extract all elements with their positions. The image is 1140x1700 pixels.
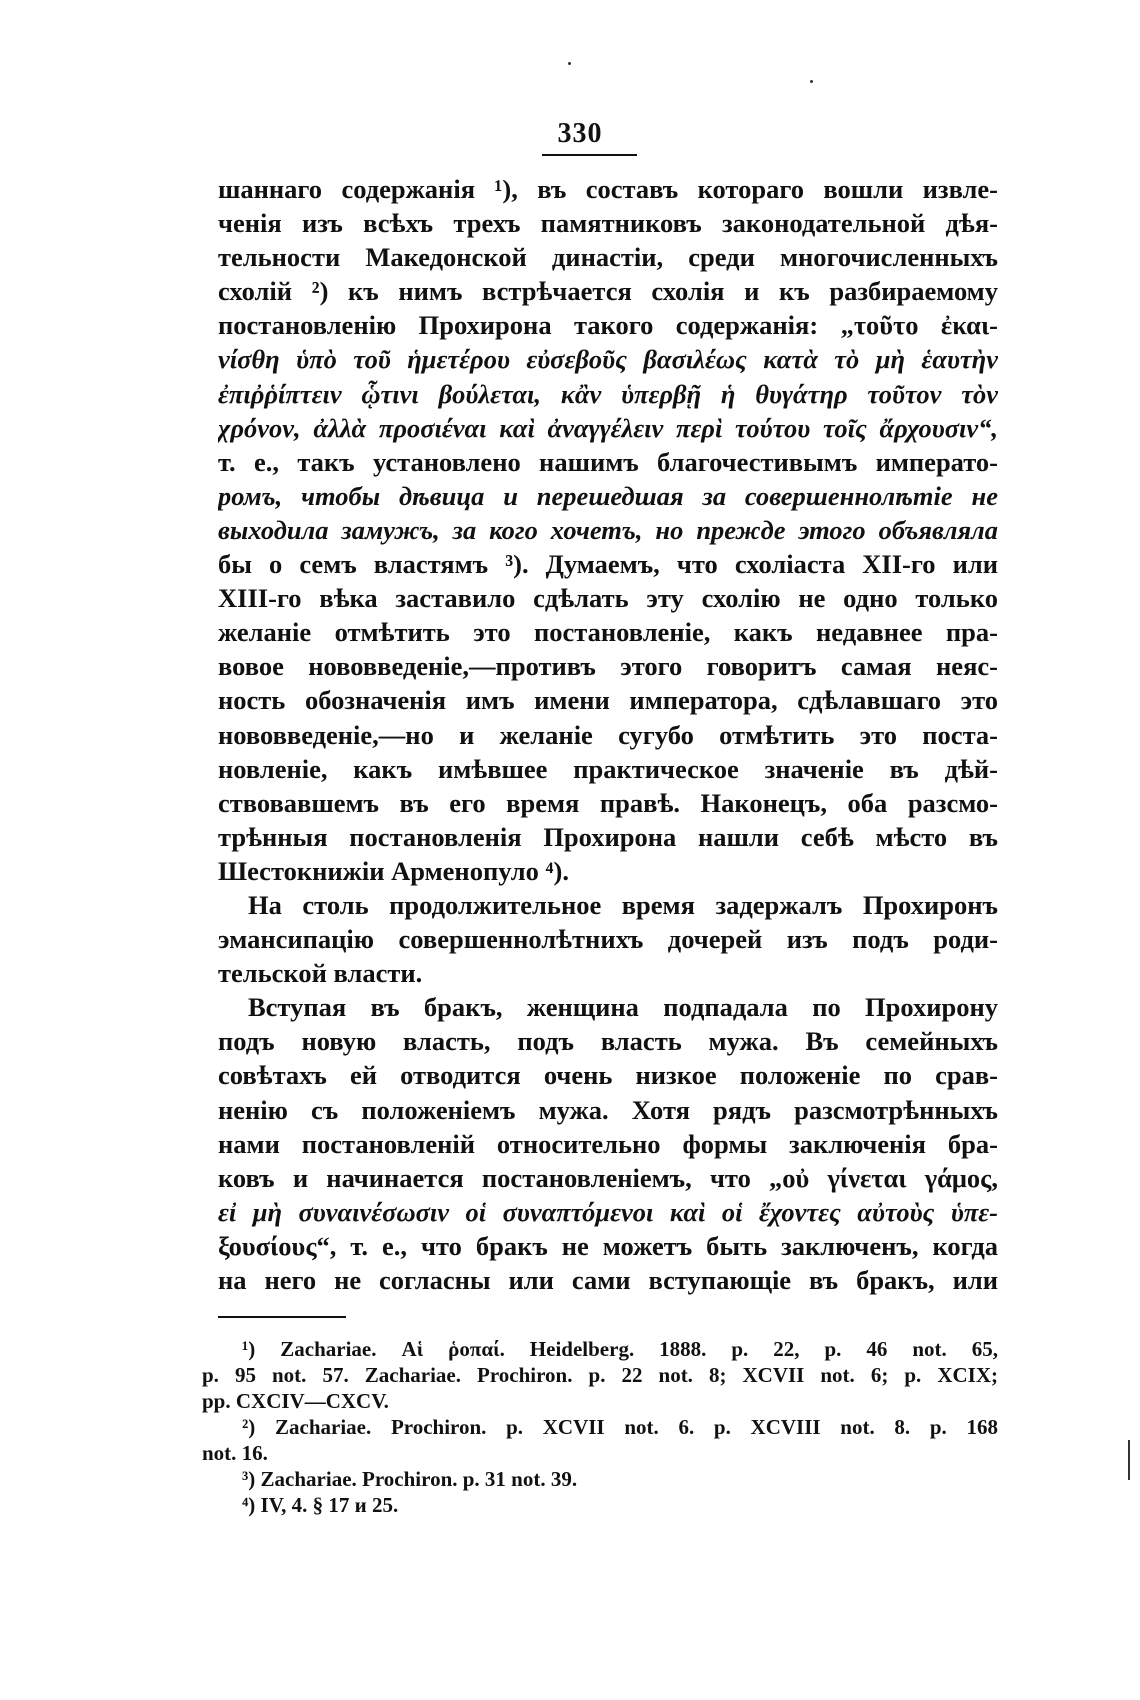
page-number: 330 [557,118,603,149]
text-line: постановленію Прохирона такого содержанія: „τοῦτο ἐκαι- [218,310,998,341]
text-line: нами постановленій относительно формы заключенія бра- [218,1128,998,1159]
text-line: тельности Македонской династіи, среди многочисленныхъ [218,242,998,273]
greek-quote-line: εἰ μὴ συναινέσωσιν οἱ συναπτόμενοι καὶ οἱ ἔχοντες αὐτοὺς ὑπε- [218,1196,998,1227]
text-line: Шестокнижіи Арменопуло ⁴). [218,855,569,886]
text-line: желаніе отмѣтить это постановленіе, какъ недавнее пра- [218,617,998,648]
footnote-line: not. 16. [202,1441,268,1465]
body-text [218,172,998,1297]
footnote-line: p. 95 not. 57. Zachariae. Prochiron. p. 22 not. 8; XCVII not. 6; p. XCIX; [202,1363,998,1387]
text-line: вовое нововведеніе,—противъ этого говоритъ самая неяс- [218,651,998,682]
paragraph-start-line: На столь продолжительное время задержалъ Прохиронъ [248,889,998,920]
text-line: XIII-го вѣка заставило сдѣлать эту схолію не одно только [218,583,998,614]
text-line: новленіе, какъ имѣвшее практическое значеніе въ дѣй- [218,753,998,784]
text-line: ченія изъ всѣхъ трехъ памятниковъ законодательной дѣя- [218,208,998,239]
italic-text-line: выходила замужъ, за кого хочетъ, но прежде этого объявляла [218,514,998,545]
footnote-line: ¹) Zachariae. Αἱ ῥοπαί. Heidelberg. 1888. p. 22, p. 46 not. 65, [242,1337,998,1361]
text-line: ненію съ положеніемъ мужа. Хотя рядъ разсмотрѣнныхъ [218,1094,998,1125]
scan-speck [568,62,571,65]
greek-quote-line: χρόνον, ἀλλὰ προσιέναι καὶ ἀναγγέλειν περὶ τούτου τοῖς ἄρχουσιν“, [218,412,998,443]
text-line: подъ новую власть, подъ власть мужа. Въ семейныхъ [218,1026,998,1057]
text-line: ствовавшемъ въ его время правѣ. Наконецъ, оба разсмо- [218,787,998,818]
scan-speck [810,80,813,83]
footnote-divider [218,1316,346,1318]
text-line: ковъ и начинается постановленіемъ, что „οὐ γίνεται γάμος, [218,1162,998,1193]
text-line: бы о семъ властямъ ³). Думаемъ, что схоліаста XII-го или [218,549,998,580]
footnote-line: pp. CXCIV—CXCV. [202,1389,389,1413]
paragraph-start-line: Вступая въ бракъ, женщина подпадала по Прохирону [248,992,998,1023]
greek-quote-line: νίσθη ὑπὸ τοῦ ἡμετέρου εὐσεβοῦς βασιλέως κατὰ τὸ μὴ ἑαυτὴν [218,344,998,375]
text-line: т. е., такъ установлено нашимъ благочестивымъ императо- [218,446,998,477]
text-line: на него не согласны или сами вступающіе въ бракъ, или [218,1265,998,1295]
footnotes [202,1336,998,1518]
text-line: совѣтахъ ей отводится очень низкое положеніе по срав- [218,1060,998,1091]
footnote-line: ³) Zachariae. Prochiron. p. 31 not. 39. [242,1467,578,1491]
italic-text-line: ромъ, чтобы дѣвица и перешедшая за совершеннолѣтіе не [218,480,998,511]
footnote-line: ²) Zachariae. Prochiron. p. XCVII not. 6. p. XCVIII not. 8. p. 168 [242,1415,998,1439]
page-number-rule [542,154,637,156]
footnote-line: ⁴) IV, 4. § 17 и 25. [242,1493,399,1517]
greek-quote-line: ἐπιῤῥίπτειν ᾧτινι βούλεται, κἂν ὑπερβῇ ἡ θυγάτηρ τοῦτον τὸν [218,378,998,409]
text-line: ность обозначенія имъ имени императора, сдѣлавшаго это [218,685,998,716]
text-line: ξουσίους“, т. е., что бракъ не можетъ быть заключенъ, когда [218,1230,998,1261]
text-line: шаннаго содержанія ¹), въ составъ котораго вошли извле- [218,174,998,204]
text-line: схолій ²) къ нимъ встрѣчается схолія и къ разбираемому [218,276,998,307]
text-line: тельской власти. [218,958,423,989]
text-line: трѣнныя постановленія Прохирона нашли себѣ мѣсто въ [218,821,998,852]
scan-edge-mark [1128,1440,1130,1480]
text-line: нововведеніе,—но и желаніе сугубо отмѣтить это поста- [218,719,998,750]
text-line: эмансипацію совершеннолѣтнихъ дочерей изъ подъ роди- [218,924,998,955]
